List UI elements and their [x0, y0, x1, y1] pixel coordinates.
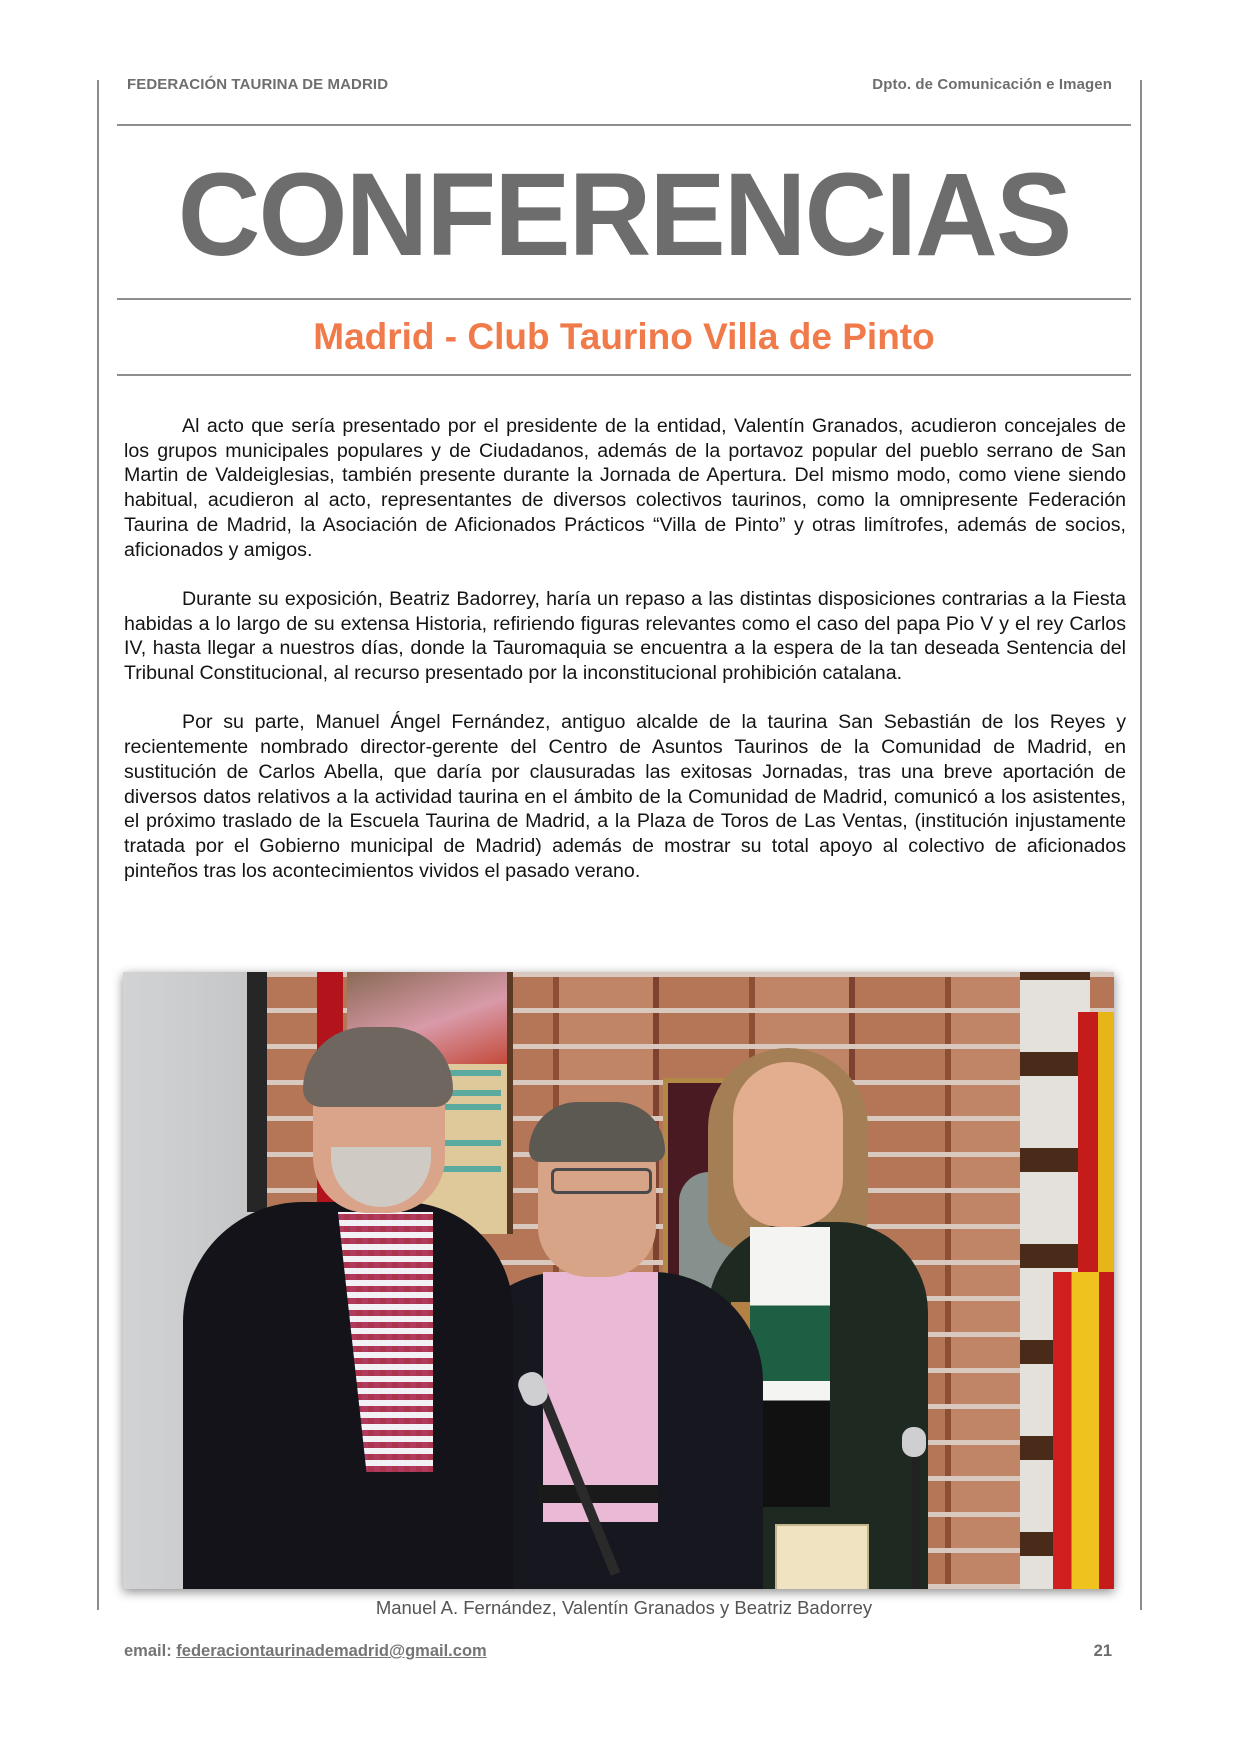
person-right-face	[733, 1062, 843, 1227]
photo-caption: Manuel A. Fernández, Valentín Granados y Beatriz Badorrey	[375, 1597, 873, 1618]
dark-frame-edge	[247, 972, 267, 1212]
header-divider	[117, 124, 1131, 126]
page-number: 21	[1093, 1642, 1112, 1660]
email-link[interactable]: federaciontaurinademadrid@gmail.com	[176, 1642, 487, 1660]
page-border-right	[1140, 80, 1142, 1610]
article-paragraph: Durante su exposición, Beatriz Badorrey, haría un repaso a las distintas disposiciones contrarias a la Fiesta habidas a lo largo de su extensa Historia, refiriendo figuras relevantes como el caso del papa Pio V y el rey Carlos IV, hasta llegar a nuestros días, donde la Tauromaquia se encuentra a la espera de la tan deseada Sentencia del Tribunal Constitucional, al recurso presentado por la inconstitucional prohibición catalana.	[124, 587, 1126, 685]
title-divider-bottom	[117, 374, 1131, 376]
page-border-left	[97, 80, 99, 1610]
microphone-icon	[902, 1427, 926, 1457]
glasses-icon	[551, 1168, 652, 1194]
spanish-flag-fold	[1053, 1272, 1114, 1589]
commemorative-plaque	[775, 1524, 869, 1589]
event-photo	[123, 972, 1114, 1589]
article-body	[124, 414, 1126, 908]
section-title: CONFERENCIAS	[177, 149, 1071, 281]
header-department: Dpto. de Comunicación e Imagen	[872, 76, 1112, 93]
email-label: email:	[124, 1642, 172, 1660]
article-paragraph: Por su parte, Manuel Ángel Fernández, antiguo alcalde de la taurina San Sebastián de los Reyes y recientemente nombrado director-gerente del Centro de Asuntos Taurinos de la Comunidad de Madrid, en sustitución de Carlos Abella, que daría por clausuradas las exitosas Jornadas, tras una breve aportación de diversos datos relativos a la actividad taurina en el ámbito de la Comunidad de Madrid, comunicó a los asistentes, el próximo traslado de la Escuela Taurina de Madrid, a la Plaza de Toros de Las Ventas, (institución injustamente tratada por el Gobierno municipal de Madrid) además de mostrar su total apoyo al colectivo de aficionados pinteños tras los acontecimientos vividos el pasado verano.	[124, 711, 1126, 882]
person-center-belt	[538, 1485, 658, 1503]
header-organization: FEDERACIÓN TAURINA DE MADRID	[127, 76, 389, 93]
footer-email	[124, 1642, 487, 1661]
article-subtitle: Madrid - Club Taurino Villa de Pinto	[313, 316, 935, 357]
person-center-hair	[529, 1102, 665, 1162]
article-paragraph: Al acto que sería presentado por el presidente de la entidad, Valentín Granados, acudieron concejales de los grupos municipales populares y de Ciudadanos, además de la portavoz popular del pueblo serrano de San Martin de Valdeiglesias, también presente durante la Jornada de Apertura. Del mismo modo, como viene siendo habitual, acudieron al acto, representantes de diversos colectivos taurinos, como la omnipresente Federación Taurina de Madrid, la Asociación de Aficionados Prácticos “Villa de Pinto” y otras limítrofes, además de socios, aficionados y amigos.	[124, 415, 1126, 561]
microphone-stand	[912, 1447, 920, 1589]
title-divider-top	[117, 298, 1131, 300]
